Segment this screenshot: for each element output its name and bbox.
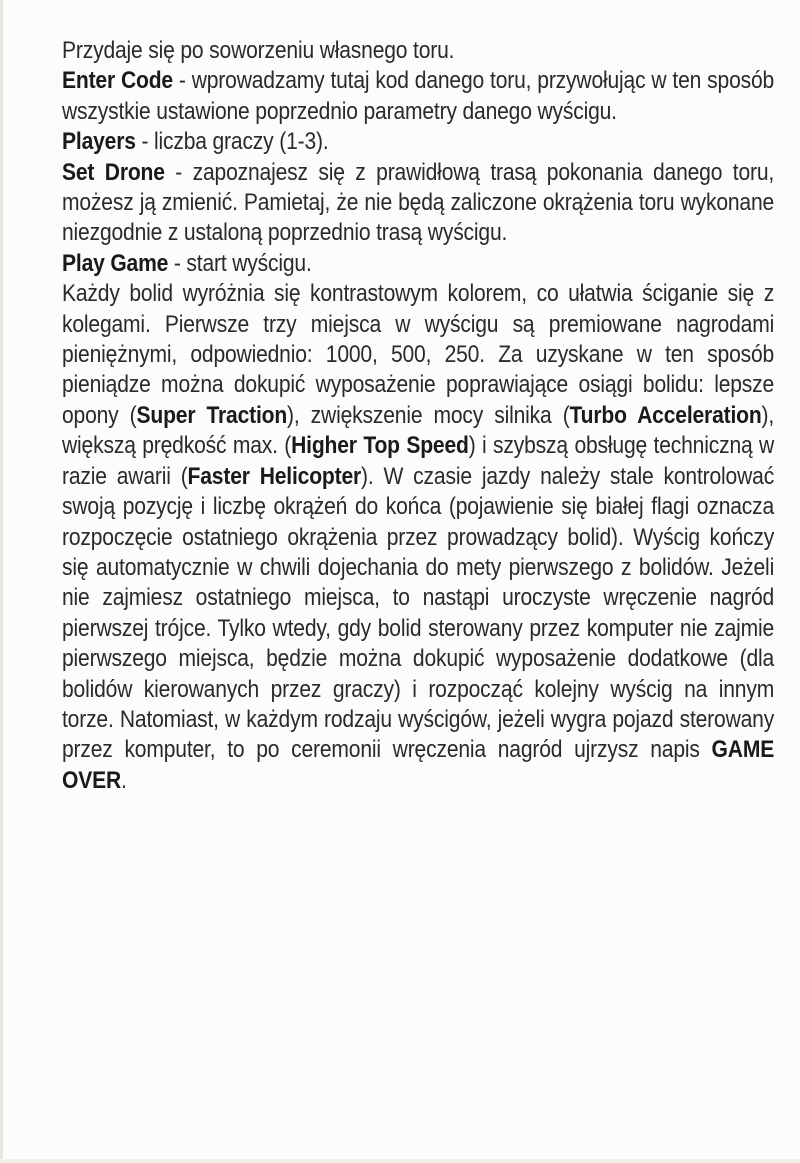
play-game-paragraph — [62, 249, 774, 279]
main-text-1: Każdy bolid wyróżnia się kontrastowym kolorem, co ułatwia ściganie się z kolegami. Pierwsze trzy miejsca w wyścigu są premiowane nagrodami pieniężnymi, odpowiednio: 1000, 500, 250. Za uzyskane w ten sposób pieniądze można dokupić wyposażenie poprawiające osiągi bolidu: lepsze opony ( — [62, 280, 775, 429]
manual-text-block — [62, 36, 775, 796]
players-paragraph — [62, 127, 774, 157]
enter-code-description: - wprowadzamy tutaj kod danego toru, przywołując w ten sposób wszystkie ustawione poprzednio parametry danego wyścigu. — [62, 67, 775, 125]
set-drone-description: - zapoznajesz się z prawidłową trasą pokonania danego toru, możesz ją zmienić. Pamietaj, że nie będą zaliczone okrążenia toru wykonane niezgodnie z ustaloną poprzednio trasą wyścigu. — [62, 158, 775, 247]
main-text-6: . — [121, 766, 127, 794]
game-over-term: GAME OVER — [62, 736, 775, 794]
main-text-5: ). W czasie jazdy należy stale kontrolować swoją pozycję i liczbę okrążeń do końca (pojawienie się białej flagi oznacza rozpoczęcie ostatniego okrążenia przez prowadzący bolid). Wyścig kończy się automatycznie w chwili dojechania do mety pierwszego z bolidów. Jeżeli nie zajmiesz ostatniego miejsca, to nastąpi uroczyste wręczenie nagród pierwszej trójce. Tylko wtedy, gdy bolid sterowany przez komputer nie zajmie pierwszego miejsca, będzie można dokupić wyposażenie dodatkowe (dla bolidów kierowanych przez graczy) i rozpocząć kolejny wyścig na innym torze. Natomiast, w każdym rodzaju wyścigów, jeżeli wygra pojazd sterowany przez komputer, to po ceremonii wręczenia nagród ujrzysz napis — [62, 462, 775, 764]
main-text-2: ), zwiększenie mocy silnika ( — [287, 401, 570, 429]
higher-top-speed-term: Higher Top Speed — [291, 432, 469, 460]
turbo-acceleration-term: Turbo Acceleration — [569, 401, 762, 429]
intro-text: Przydaje się po soworzeniu własnego toru. — [62, 37, 455, 64]
enter-code-term: Enter Code — [62, 67, 173, 95]
play-game-term: Play Game — [62, 249, 169, 277]
enter-code-paragraph — [62, 66, 774, 127]
set-drone-term: Set Drone — [62, 158, 165, 186]
super-traction-term: Super Traction — [136, 401, 288, 429]
players-description: - liczba graczy (1-3). — [135, 128, 329, 156]
page-bottom-edge — [0, 1159, 800, 1163]
main-text-3: ), większą prędkość max. ( — [62, 401, 775, 460]
main-paragraph — [62, 279, 774, 796]
set-drone-paragraph — [62, 158, 774, 249]
players-term: Players — [62, 128, 136, 156]
page-left-edge — [0, 0, 3, 1163]
intro-paragraph — [62, 36, 774, 66]
main-text-4: ) i szybszą obsługę techniczną w razie awarii ( — [62, 432, 775, 490]
faster-helicopter-term: Faster Helicopter — [187, 462, 362, 490]
play-game-description: - start wyścigu. — [168, 249, 312, 277]
